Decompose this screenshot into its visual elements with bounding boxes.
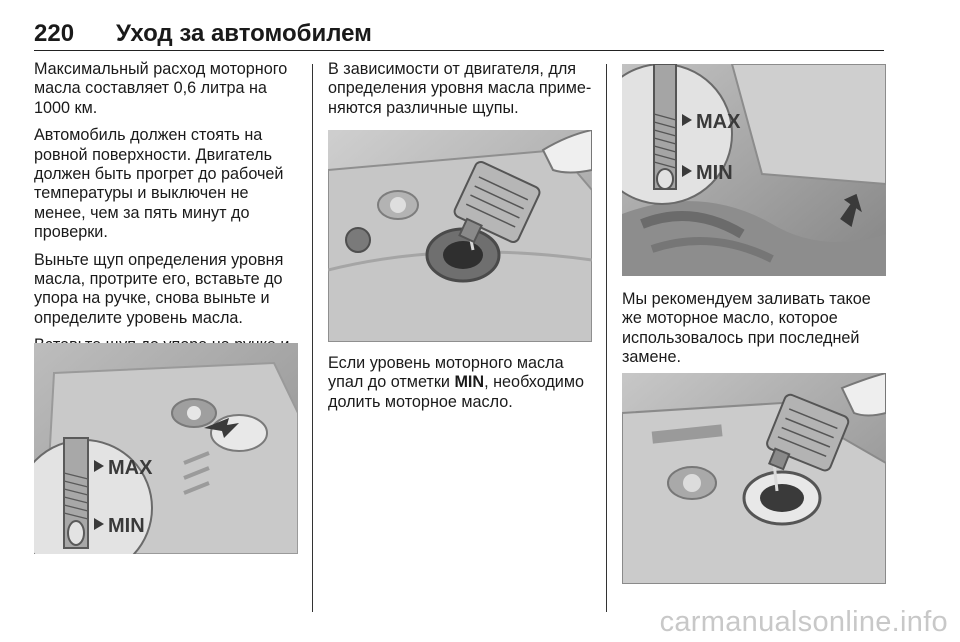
page-number: 220 (34, 20, 75, 47)
label-min: MIN (696, 162, 733, 184)
label-min: MIN (108, 515, 145, 537)
paragraph-recommend-same-oil: Мы рекомендуем заливать такое же моторное масло, которое использовалось при последней замене. (622, 290, 871, 367)
paragraph-vehicle-position: Автомобиль должен стоять на ровной поверхности. Двигатель должен быть прогрет до рабочей температуры и выключен не менее, чем за пять минут до проверки. (34, 126, 284, 242)
page-title: Уход за автомобилем (116, 20, 372, 47)
paragraph-remove-dipstick: Выньте щуп определения уровня масла, протрите его, вставьте до упора на ручке, снова выньте и определите уровень масла. (34, 250, 284, 327)
column-divider (312, 64, 313, 612)
min-mark-bold: MIN (454, 373, 485, 392)
figure-oil-pouring (328, 130, 592, 342)
column-divider (606, 64, 607, 612)
paragraph-various-dipsticks: В зависимости от двигателя, для определения уровня масла приме-няются различные щупы. (328, 60, 592, 117)
page-header (34, 16, 884, 51)
text-column-2-lower (328, 354, 594, 420)
label-max: MAX (108, 457, 153, 479)
text-column-1 (34, 60, 302, 383)
figure-dipstick-engine (34, 343, 298, 554)
figure-oil-filling (622, 373, 886, 584)
text-column-3 (622, 290, 888, 376)
footer-watermark: carmanualsonline.info (659, 606, 948, 638)
paragraph-oil-consumption: Максимальный расход моторного масла составляет 0,6 литра на 1000 км. (34, 60, 288, 117)
figure-dipstick-variant (622, 64, 886, 276)
text-column-2 (328, 60, 594, 126)
label-max: MAX (696, 111, 741, 133)
paragraph-top-up: Если уровень моторного масла упал до отметки MIN, необходимо долить моторное масло. (328, 354, 584, 411)
